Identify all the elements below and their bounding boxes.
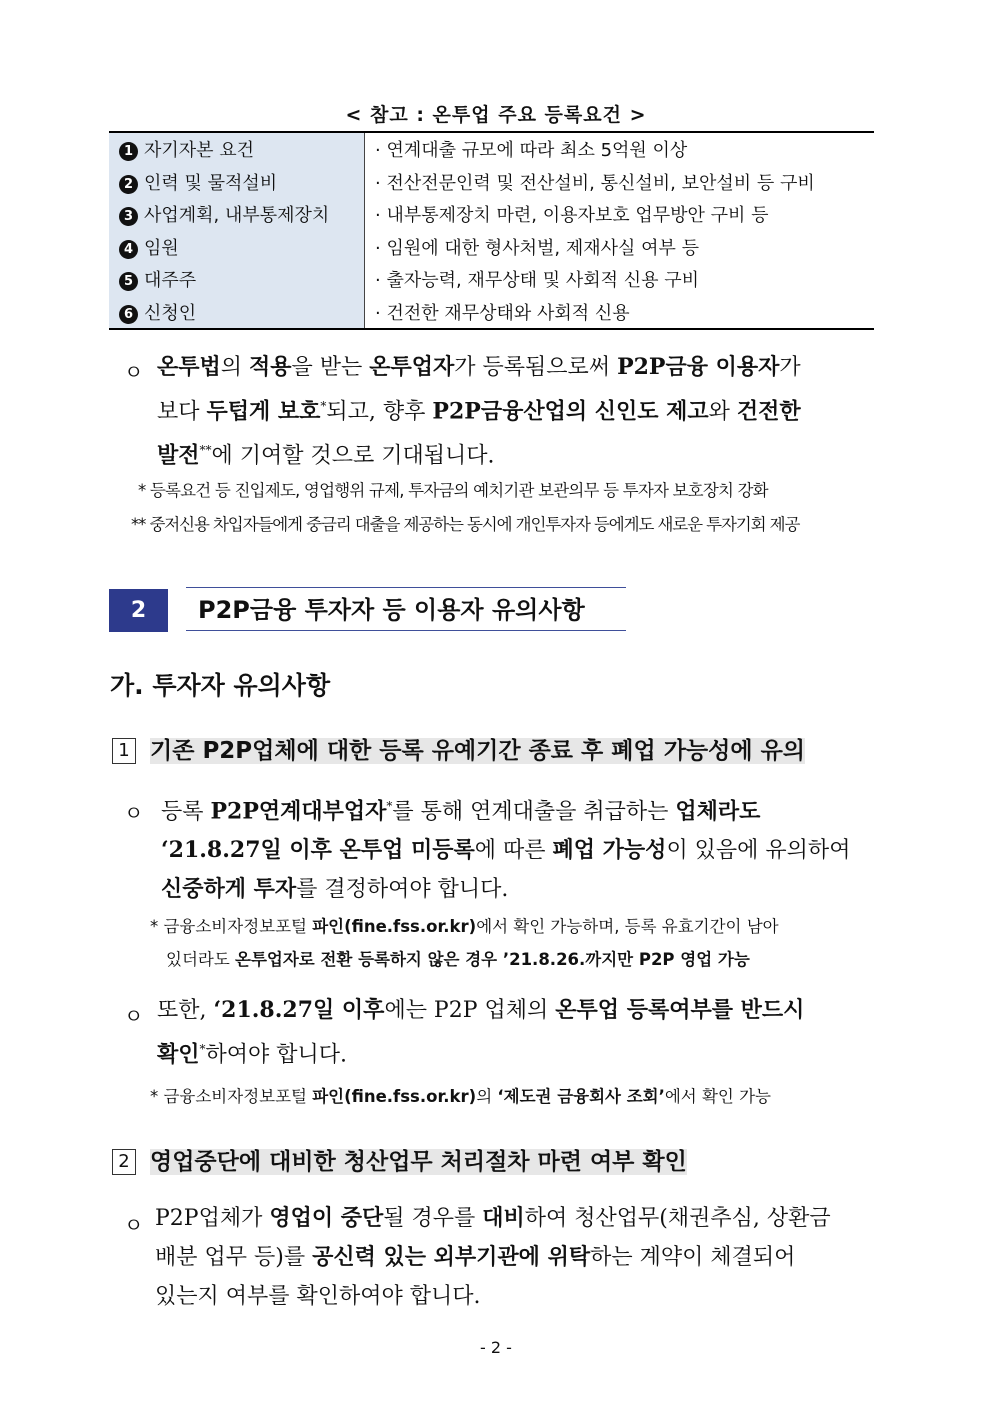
topic-1-paragraph-1: 등록 P2P연계대부업자*를 통해 연계대출을 취급하는 업체라도 ‘21.8.27일 이후 온투업 미등록에 따른 폐업 가능성이 있음에 유의하여 신중하게 투자를 결정하여야 합니다. <box>161 798 851 903</box>
requirement-key-label: 자기자본 요건 <box>144 140 255 162</box>
requirement-key <box>109 296 365 330</box>
topic-2-heading <box>112 1143 687 1176</box>
requirement-key-label: 신청인 <box>144 302 197 324</box>
requirement-value: · 출자능력, 재무상태 및 사회적 신용 구비 <box>375 270 699 292</box>
requirement-key <box>109 263 365 296</box>
page-number: - 2 - <box>480 1338 512 1357</box>
topic-1-note-2: * 금융소비자정보포털 파인(fine.fss.or.kr)의 ‘제도권 금융회사 조회’에서 확인 가능 <box>150 1087 771 1106</box>
number-circle-icon: 5 <box>119 272 138 291</box>
intro-note-1: * 등록요건 등 진입제도, 영업행위 규제, 투자금의 예치기관 보관의무 등 투자자 보호장치 강화 <box>138 481 768 500</box>
requirement-value: · 임원에 대한 형사처벌, 제재사실 여부 등 <box>375 237 699 259</box>
intro-paragraph: 온투법의 적용을 받는 온투업자가 등록됨으로써 P2P금융 이용자가 보다 두텁게 보호*되고, 향후 P2P금융산업의 신인도 제고와 건전한 발전**에 기여할 것으로 기대됩니다. <box>157 354 801 469</box>
requirement-key <box>109 198 365 231</box>
requirement-value: · 내부통제장치 마련, 이용자보호 업무방안 구비 등 <box>375 205 769 227</box>
requirement-row <box>109 296 874 330</box>
requirement-row <box>109 198 874 231</box>
requirement-key <box>109 166 365 199</box>
topic-1-paragraph-2: 또한, ‘21.8.27일 이후에는 P2P 업체의 온투업 등록여부를 반드시 확인*하여야 합니다. <box>157 997 805 1068</box>
topic-2-number: 2 <box>112 1149 136 1175</box>
topic-2-title: 영업중단에 대비한 청산업무 처리절차 마련 여부 확인 <box>150 1149 687 1175</box>
requirement-key-label: 임원 <box>144 237 179 259</box>
intro-note-2: ** 중저신용 차입자들에게 중금리 대출을 제공하는 동시에 개인투자자 등에게도 새로운 투자기회 제공 <box>131 515 800 534</box>
topic-2-paragraph-1: P2P업체가 영업이 중단될 경우를 대비하여 청산업무(채권추심, 상환금 배분 업무 등)를 공신력 있는 외부기관에 위탁하는 계약이 체결되어 있는지 여부를 확인하여야 합니다. <box>155 1205 831 1309</box>
number-circle-icon: 3 <box>119 207 138 226</box>
reference-title: < 참고 : 온투업 주요 등록요건 > <box>345 104 647 126</box>
requirements-table <box>109 131 874 330</box>
topic-1-heading <box>112 732 805 765</box>
requirement-value: · 연계대출 규모에 따라 최소 5억원 이상 <box>375 140 688 162</box>
number-circle-icon: 4 <box>119 240 138 259</box>
topic-1-note-1: * 금융소비자정보포털 파인(fine.fss.or.kr)에서 확인 가능하며, 등록 유효기간이 남아 있더라도 온투업자로 전환 등록하지 않은 경우 ’21.8.26.까지만 P2P 영업 가능 <box>150 917 779 969</box>
requirement-row <box>109 166 874 199</box>
topic-1-title: 기존 P2P업체에 대한 등록 유예기간 종료 후 폐업 가능성에 유의 <box>150 738 806 764</box>
requirement-key <box>109 231 365 264</box>
requirement-key-label: 사업계획, 내부통제장치 <box>144 205 330 227</box>
requirement-value: · 건전한 재무상태와 사회적 신용 <box>375 302 630 324</box>
intro-bullet: ㅇ <box>124 360 144 384</box>
requirement-row <box>109 231 874 264</box>
requirement-row <box>109 263 874 296</box>
section-title: P2P금융 투자자 등 이용자 유의사항 <box>186 587 626 631</box>
number-circle-icon: 2 <box>119 175 138 194</box>
requirement-key-label: 인력 및 물적설비 <box>144 172 278 194</box>
requirement-key-label: 대주주 <box>144 270 197 292</box>
requirement-value: · 전산전문인력 및 전산설비, 통신설비, 보안설비 등 구비 <box>375 172 815 194</box>
topic-1-number: 1 <box>112 738 136 764</box>
number-circle-icon: 1 <box>119 142 138 161</box>
topic-1-bullet-1: ㅇ <box>124 801 144 825</box>
requirement-row <box>109 132 874 166</box>
number-circle-icon: 6 <box>119 305 138 324</box>
topic-1-bullet-2: ㅇ <box>124 1004 144 1028</box>
requirement-key <box>109 132 365 166</box>
section-number: 2 <box>109 589 168 632</box>
subsection-title: 가. 투자자 유의사항 <box>110 671 331 700</box>
topic-2-bullet-1: ㅇ <box>124 1213 144 1237</box>
